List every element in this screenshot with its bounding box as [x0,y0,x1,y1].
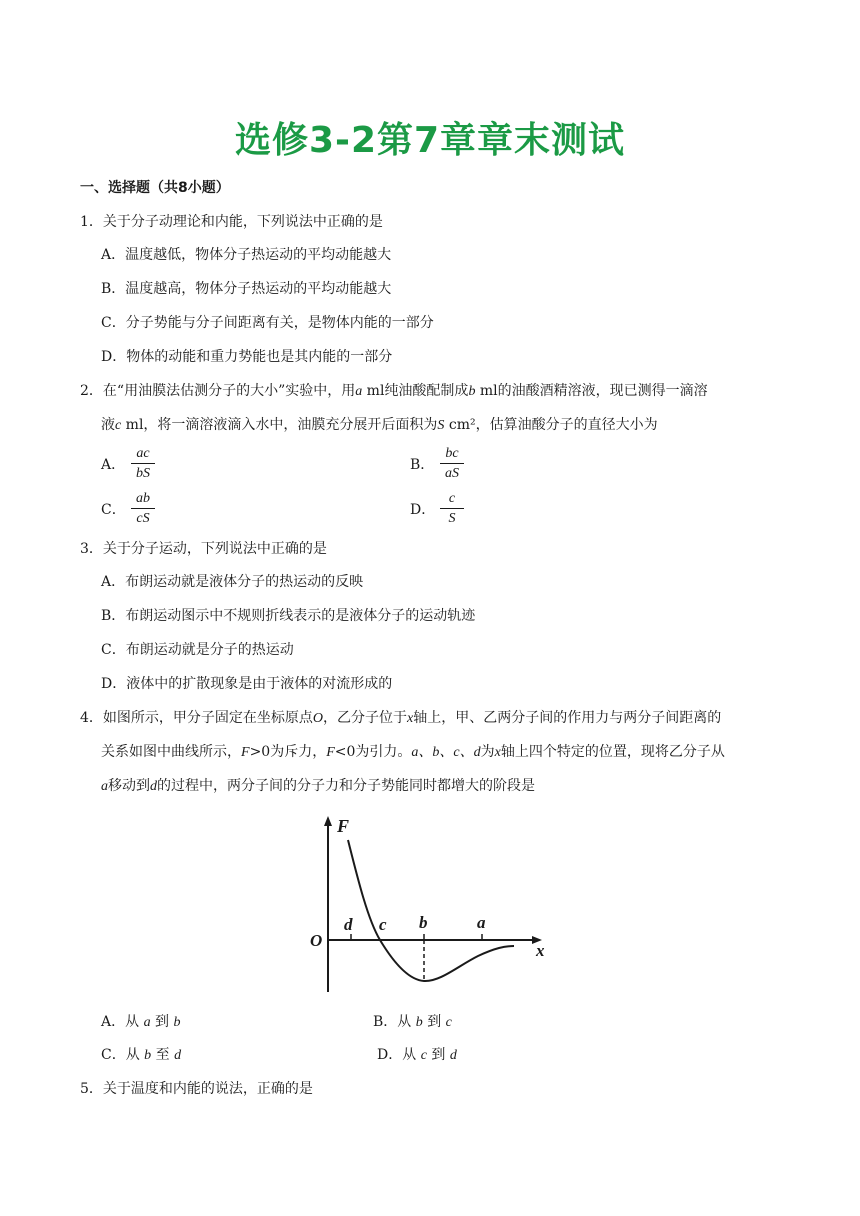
q4-stem-line2: 关系如图中曲线所示，F>0为斥力，F<0为引力。a、b、c、d为x轴上四个特定的位置，现将乙分子从 [101,744,725,760]
q3-option-d: D．液体中的扩散现象是由于液体的对流形成的 [101,676,393,692]
section-heading: 一、选择题（共8小题） [80,180,230,196]
label-O: O [310,931,323,950]
q4-option-c: C．从 b 至 d [101,1047,182,1063]
f-axis-arrow [324,816,332,826]
q4-option-d: D．从 c 到 d [377,1047,457,1063]
label-d: d [344,915,353,934]
q1-option-b: B．温度越高，物体分子热运动的平均动能越大 [101,281,392,297]
q4-stem-line3: a移动到d的过程中，两分子间的分子力和分子势能同时都增大的阶段是 [101,778,535,794]
q3-stem: 3．关于分子运动，下列说法中正确的是 [80,541,327,557]
q5-stem: 5．关于温度和内能的说法，正确的是 [80,1081,313,1097]
q1-option-d: D．物体的动能和重力势能也是其内能的一部分 [101,349,393,365]
page-title: 选修3-2第7章章末测试 [234,120,626,161]
label-a: a [477,913,486,932]
q2-stem-line2: 液c ml，将一滴溶液滴入水中，油膜充分展开后面积为S cm²，估算油酸分子的直径大小为 [101,417,658,433]
q4-option-a: A．从 a 到 b [101,1014,181,1030]
q1-option-a: A．温度越低，物体分子热运动的平均动能越大 [101,247,392,263]
label-b: b [419,913,428,932]
q3-option-c: C．布朗运动就是分子的热运动 [101,642,294,658]
label-x: x [536,941,545,960]
q1-option-c: C．分子势能与分子间距离有关，是物体内能的一部分 [101,315,434,331]
q1-stem: 1．关于分子动理论和内能，下列说法中正确的是 [80,214,383,230]
document-page: 选修3-2第7章章末测试 一、选择题（共8小题） 1．关于分子动理论和内能，下列说法中正确的是 A．温度越低，物体分子热运动的平均动能越大 B．温度越高，物体分子热运动的平均动能越大 C．分子势能与分子间距离有关，是物体内能的一部分 D．物体的动能和重力势能也是其内能的一部分 2．在“用油膜法估测分子的大小”实验中，用a ml纯油酸配制成b ml的油酸酒精溶液，现已测得一滴溶 液c ml，将一滴溶液滴入水中，油膜充分展开后面积为S cm²，估算油酸分子的直径大小为 A． ac bS B． bc aS C． ab cS D． c S 3．关于分子运动，下列说法中正确的是 A．布朗运动就是液体分子的热运动的反映 B．布朗运动图示中不规则折线表示的是液体分子的运动轨迹 C．布朗运动就是分子的热运动 D．液体中的扩散现象是由于液体的对流形成的 4．如图所示，甲分子固定在坐标原点O，乙分子位于x轴上，甲、乙两分子间的作用力与两分子间距离的 关系如图中曲线所示，F>0为斥力，F<0为引力。a、b、c、d为x轴上四个特定的位置，现将乙分子从 a移动到d的过程中，两分子间的分子力和分子势能同时都增大的阶段是 F O x d c b a A．从 a 到 b B．从 b 到 c C．从 b 至 d D．从 c 到 d 5．关于温度和内能的说法，正确的是 [0,0,860,1216]
q2-stem-line1: 2．在“用油膜法估测分子的大小”实验中，用a ml纯油酸配制成b ml的油酸酒精溶液，现已测得一滴溶 [80,383,708,399]
q4-stem-line1: 4．如图所示，甲分子固定在坐标原点O，乙分子位于x轴上，甲、乙两分子间的作用力与两分子间距离的 [80,710,722,726]
force-curve [348,840,514,981]
q4-option-b: B．从 b 到 c [373,1014,452,1030]
label-c: c [379,915,387,934]
label-F: F [337,816,350,836]
q3-option-b: B．布朗运动图示中不规则折线表示的是液体分子的运动轨迹 [101,608,476,624]
q3-option-a: A．布朗运动就是液体分子的热运动的反映 [101,574,364,590]
force-distance-figure [300,810,560,1000]
